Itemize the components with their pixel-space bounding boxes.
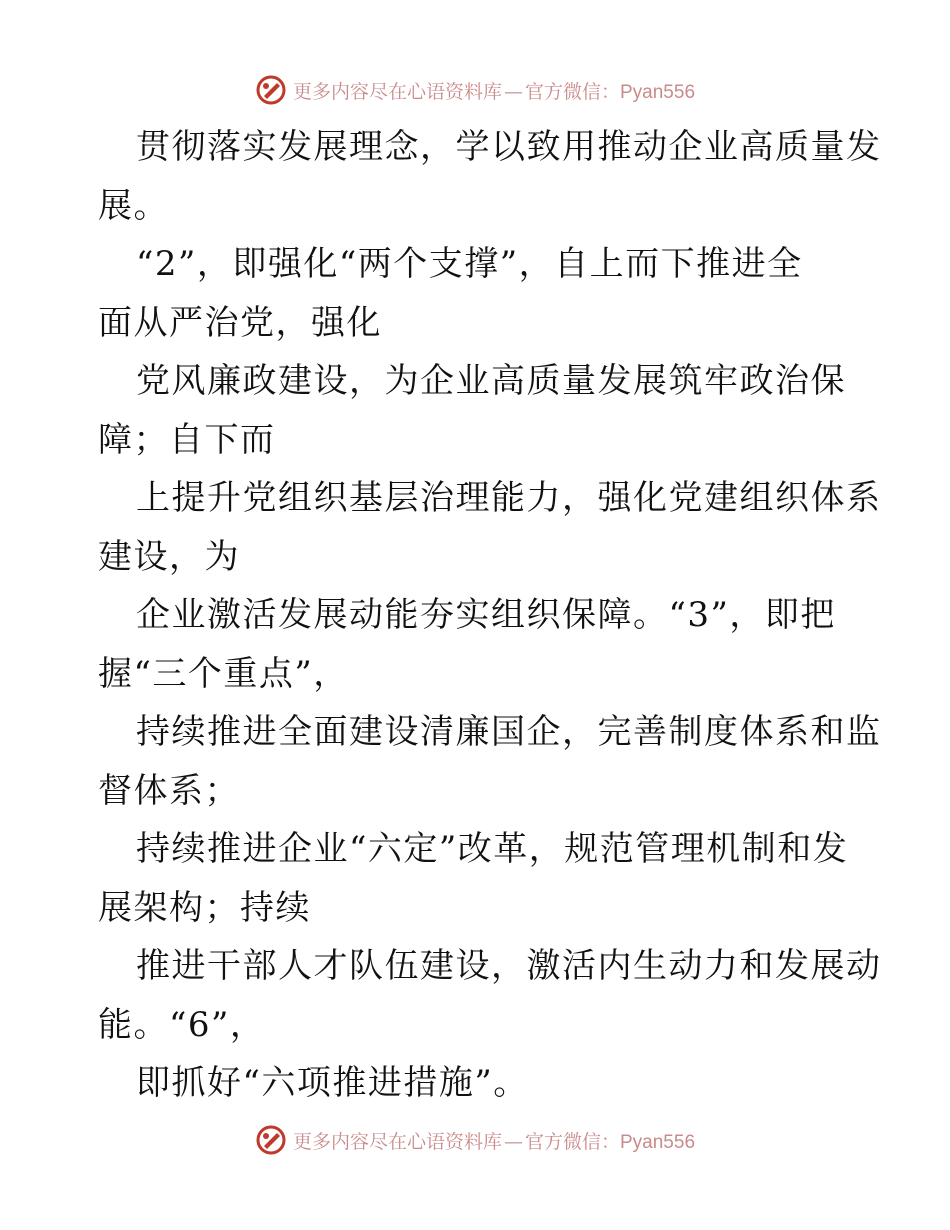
text-line: 面从严治党，强化 xyxy=(98,302,382,343)
text-line: 握“三个重点”， xyxy=(98,653,349,694)
text-line: 党风廉政建设，为企业高质量发展筑牢政治保 xyxy=(136,361,846,401)
watermark-wechat-label: 官方微信： xyxy=(524,80,620,103)
watermark-separator: — xyxy=(503,80,523,103)
text-line: 贯彻落实发展理念，学以致用推动企业高质量发 xyxy=(136,127,882,167)
text-line: 能。“6”， xyxy=(98,1004,266,1045)
text-line: 建设，为 xyxy=(98,536,240,577)
text-line: 即抓好“六项推进措施”。 xyxy=(136,1063,529,1103)
text-line: 展。 xyxy=(98,185,169,226)
header-watermark xyxy=(0,70,950,110)
watermark-text xyxy=(293,77,695,104)
text-line: 推进干部人才队伍建设，激活内生动力和发展动 xyxy=(136,946,882,986)
text-line: 障；自下而 xyxy=(98,419,276,460)
text-line: “2”，即强化“两个支撑”，自上而下推进全 xyxy=(136,244,803,284)
watermark-text xyxy=(293,1127,695,1154)
watermark-wechat-id: Pyan556 xyxy=(620,1131,696,1153)
logo-icon xyxy=(255,1124,287,1156)
text-line: 展架构；持续 xyxy=(98,887,311,928)
text-line: 持续推进企业“六定”改革，规范管理机制和发 xyxy=(136,829,849,869)
watermark-wechat-label: 官方微信： xyxy=(524,1130,620,1153)
watermark-brand: 更多内容尽在心语资料库 xyxy=(292,1130,502,1153)
watermark-separator: — xyxy=(503,1130,523,1153)
watermark-wechat-id: Pyan556 xyxy=(620,81,696,103)
footer-watermark xyxy=(0,1120,950,1160)
watermark-brand: 更多内容尽在心语资料库 xyxy=(292,80,502,103)
logo-icon xyxy=(255,74,287,106)
text-line: 持续推进全面建设清廉国企，完善制度体系和监 xyxy=(136,712,882,752)
document-body xyxy=(98,118,882,1113)
text-line: 督体系； xyxy=(98,770,240,811)
text-line: 上提升党组织基层治理能力，强化党建组织体系 xyxy=(136,478,882,518)
text-line: 企业激活发展动能夯实组织保障。“3”，即把 xyxy=(136,595,836,635)
